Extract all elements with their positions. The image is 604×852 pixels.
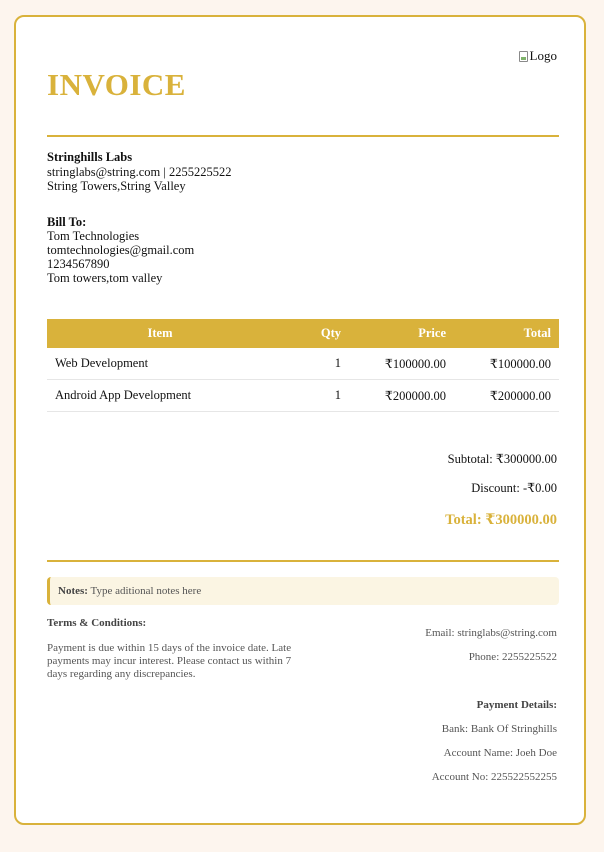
item-qty: 1 bbox=[273, 380, 349, 412]
payment-account-no: Account No: 225522552255 bbox=[431, 771, 557, 783]
terms-body: Payment is due within 15 days of the invoice date. Late payments may incur interest. Please contact us within 7 days regarding any discrepancies. bbox=[47, 642, 292, 680]
client-name: Tom Technologies bbox=[47, 229, 140, 243]
company-details bbox=[47, 150, 232, 194]
table-row bbox=[47, 348, 559, 380]
notes-label: Notes: bbox=[58, 585, 88, 597]
client-phone: 1234567890 bbox=[47, 257, 110, 271]
discount: Discount: -₹0.00 bbox=[471, 481, 557, 495]
items-table bbox=[47, 319, 559, 412]
footer-contact bbox=[425, 627, 557, 795]
item-qty: 1 bbox=[273, 348, 349, 380]
notes-text: Type aditional notes here bbox=[90, 585, 202, 597]
bill-to-heading: Bill To: bbox=[47, 215, 87, 229]
header-item: Item bbox=[47, 319, 273, 348]
payment-bank: Bank: Bank Of Stringhills bbox=[441, 723, 557, 735]
logo bbox=[519, 48, 557, 64]
subtotal: Subtotal: ₹300000.00 bbox=[447, 452, 557, 466]
header-total: Total bbox=[454, 319, 559, 348]
item-name: Android App Development bbox=[47, 380, 273, 412]
totals bbox=[445, 451, 557, 529]
invoice-page bbox=[14, 15, 586, 825]
item-total: ₹100000.00 bbox=[454, 348, 559, 380]
item-price: ₹100000.00 bbox=[349, 348, 454, 380]
footer-phone: Phone: 2255225522 bbox=[468, 651, 557, 663]
terms-conditions bbox=[47, 617, 307, 681]
broken-image-icon bbox=[519, 51, 528, 62]
client-address: Tom towers,tom valley bbox=[47, 271, 163, 285]
item-name: Web Development bbox=[47, 348, 273, 380]
header-qty: Qty bbox=[273, 319, 349, 348]
table-header-row bbox=[47, 319, 559, 348]
company-name: Stringhills Labs bbox=[47, 150, 133, 164]
client-email: tomtechnologies@gmail.com bbox=[47, 243, 195, 257]
payment-account-name: Account Name: Joeh Doe bbox=[443, 747, 557, 759]
notes-box[interactable] bbox=[47, 577, 559, 605]
grand-total: Total: ₹300000.00 bbox=[445, 512, 557, 528]
table-row bbox=[47, 380, 559, 412]
payment-heading: Payment Details: bbox=[476, 699, 557, 711]
item-total: ₹200000.00 bbox=[454, 380, 559, 412]
invoice-title: INVOICE bbox=[47, 67, 186, 102]
company-contact: stringlabs@string.com | 2255225522 bbox=[47, 164, 232, 179]
footer-divider bbox=[47, 560, 559, 562]
footer-email: Email: stringlabs@string.com bbox=[425, 627, 557, 639]
header-divider bbox=[47, 135, 559, 137]
bill-to bbox=[47, 215, 194, 285]
logo-alt-text: Logo bbox=[529, 48, 557, 63]
item-price: ₹200000.00 bbox=[349, 380, 454, 412]
header-price: Price bbox=[349, 319, 454, 348]
terms-heading: Terms & Conditions: bbox=[47, 617, 147, 629]
company-address: String Towers,String Valley bbox=[47, 179, 186, 193]
